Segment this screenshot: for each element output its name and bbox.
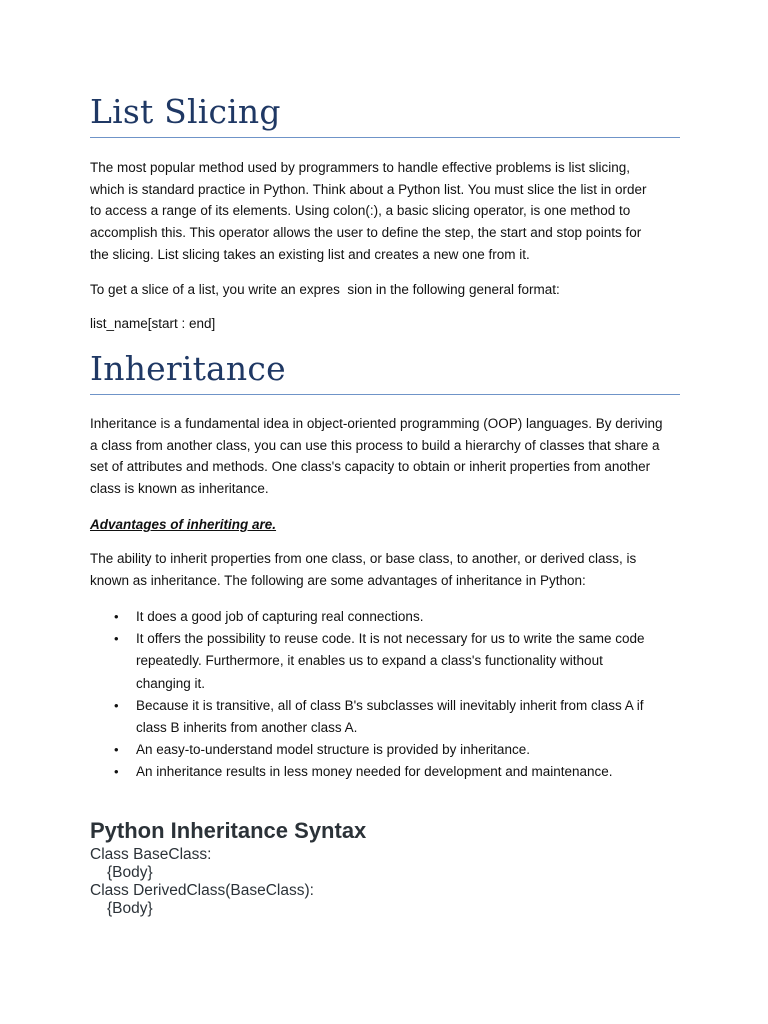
bullet-icon: • (114, 742, 119, 758)
list-item (90, 761, 680, 783)
advantages-intro (90, 548, 680, 591)
list-slicing-intro (90, 157, 680, 266)
inheritance-heading: Inheritance (90, 349, 286, 388)
text-line: changing it. (136, 675, 206, 691)
slice-format-sentence: To get a slice of a list, you write an expres sion in the following general format: (90, 282, 560, 297)
text-line: repeatedly. Furthermore, it enables us to expand a class's functionality without (136, 653, 603, 669)
text-line: class B inherits from another class A. (136, 720, 358, 736)
text-line: which is standard practice in Python. Think about a Python list. You must slice the list in order (90, 181, 647, 197)
list-item (90, 628, 680, 695)
text-line: to access a range of its elements. Using colon(:), a basic slicing operator, is one method to (90, 203, 631, 219)
list-slicing-heading: List Slicing (90, 92, 281, 131)
text-line: a class from another class, you can use this process to build a hierarchy of classes that share a (90, 437, 660, 453)
bullet-icon: • (114, 764, 119, 780)
text-line: Inheritance is a fundamental idea in object-oriented programming (OOP) languages. By deriving (90, 416, 663, 431)
heading-rule (90, 394, 680, 395)
text-line: An easy-to-understand model structure is provided by inheritance. (136, 742, 530, 758)
syntax-line: {Body} (107, 864, 153, 881)
syntax-line: Class BaseClass: (90, 846, 212, 863)
document-page (90, 0, 680, 1024)
bullet-icon: • (114, 609, 119, 624)
bullet-icon: • (114, 631, 119, 647)
heading-rule (90, 137, 680, 138)
text-line: the slicing. List slicing takes an existing list and creates a new one from it. (90, 246, 530, 262)
text-line: The most popular method used by programmers to handle effective problems is list slicing, (90, 160, 631, 175)
text-line: accomplish this. This operator allows the user to define the step, the start and stop points for (90, 225, 642, 241)
list-item (90, 739, 680, 761)
list-item (90, 695, 680, 739)
text-line: An inheritance results in less money needed for development and maintenance. (136, 764, 613, 780)
syntax-line: Class DerivedClass(BaseClass): (90, 882, 314, 899)
text-line: known as inheritance. The following are some advantages of inheritance in Python: (90, 572, 586, 588)
inheritance-intro (90, 413, 680, 500)
text-line: The ability to inherit properties from one class, or base class, to another, or derived class, is (90, 551, 637, 566)
text-line: set of attributes and methods. One class's capacity to obtain or inherit properties from another (90, 459, 651, 475)
slice-format-syntax: list_name[start : end] (90, 316, 216, 331)
syntax-line: {Body} (107, 900, 153, 917)
advantages-list (90, 606, 680, 784)
text-line: Because it is transitive, all of class B's subclasses will inevitably inherit from class A if (136, 697, 644, 713)
list-item (90, 606, 680, 628)
text-line: It does a good job of capturing real connections. (136, 609, 424, 624)
advantages-heading: Advantages of inheriting are. (90, 517, 277, 532)
text-line: class is known as inheritance. (90, 481, 269, 497)
syntax-heading: Python Inheritance Syntax (90, 818, 367, 843)
text-line: It offers the possibility to reuse code. It is not necessary for us to write the same code (136, 631, 645, 647)
bullet-icon: • (114, 697, 119, 713)
